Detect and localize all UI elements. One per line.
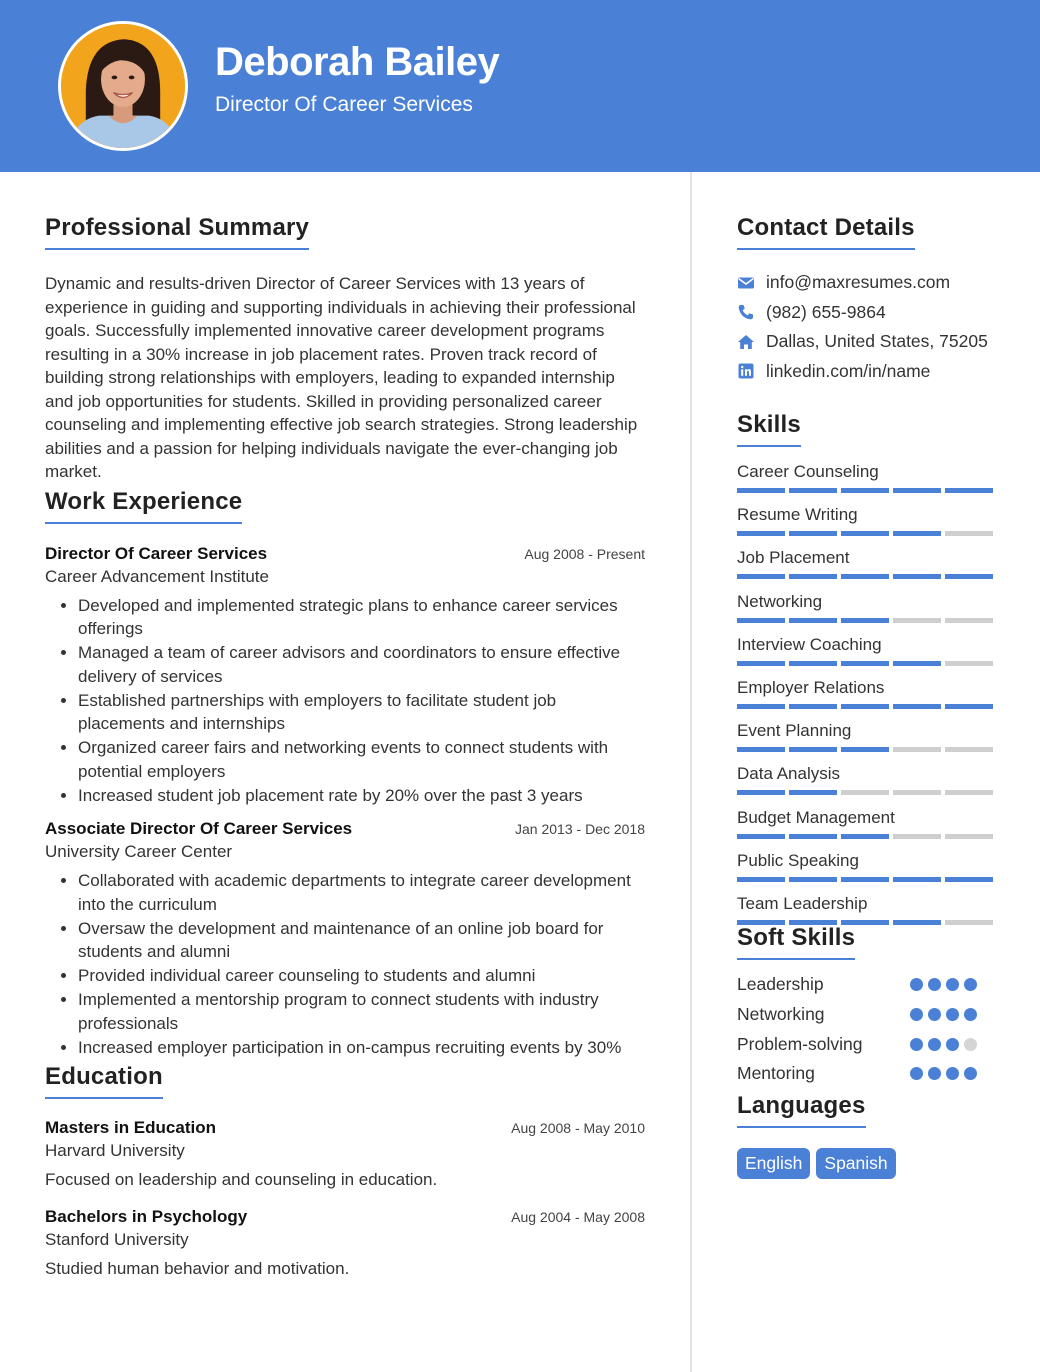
language-list (737, 1148, 997, 1179)
soft-skills-list (737, 970, 997, 1089)
skill-level-segment (841, 488, 889, 493)
skill-level-segment (737, 574, 785, 579)
profile-photo-illustration (61, 24, 185, 148)
soft-skill-rating (910, 1038, 977, 1051)
rating-dot (946, 1067, 959, 1080)
soft-skill-item (737, 1029, 997, 1059)
skills-heading: Skills (737, 411, 801, 447)
skill-level-segment (945, 920, 993, 925)
school: Stanford University (45, 1230, 189, 1249)
skill-level-segment (789, 834, 837, 839)
contact-email[interactable] (737, 268, 997, 298)
experience-heading: Work Experience (45, 488, 242, 524)
profile-photo (58, 21, 188, 151)
rating-dot (910, 1038, 923, 1051)
skill-item (737, 502, 997, 545)
skill-level-segment (945, 531, 993, 536)
skill-item (737, 589, 997, 632)
languages-heading: Languages (737, 1092, 866, 1128)
skill-level-segment (789, 661, 837, 666)
skill-level-segment (945, 618, 993, 623)
contact-heading: Contact Details (737, 214, 915, 250)
skill-level-segment (737, 704, 785, 709)
skill-level-segment (841, 574, 889, 579)
soft-skill-label: Problem-solving (737, 1033, 863, 1054)
skill-label: Career Counseling (737, 462, 879, 481)
education-heading: Education (45, 1063, 163, 1099)
languages-section (737, 1092, 997, 1179)
rating-dot (964, 1067, 977, 1080)
contact-location-text: Dallas, United States, 75205 (766, 331, 988, 352)
rating-dot (928, 1008, 941, 1021)
envelope-icon (737, 274, 755, 292)
rating-dot (946, 1038, 959, 1051)
skill-label: Networking (737, 591, 823, 611)
job-bullet: • Increased student job placement rate by 20% over the past 3 years (78, 784, 645, 808)
skill-level-segment (893, 747, 941, 752)
main-column (45, 214, 645, 1279)
school: Harvard University (45, 1141, 185, 1160)
education-dates: Aug 2008 - May 2010 (511, 1120, 645, 1136)
education-description: Studied human behavior and motivation. (45, 1259, 350, 1278)
skill-level-segment (737, 834, 785, 839)
soft-skills-heading: Soft Skills (737, 924, 855, 960)
skill-level-segment (945, 488, 993, 493)
skill-level-segment (841, 531, 889, 536)
skills-section (737, 411, 997, 934)
skill-level-bar (737, 877, 997, 882)
resume-header (0, 0, 1040, 172)
skill-level-segment (893, 920, 941, 925)
soft-skill-item (737, 970, 997, 1000)
degree: Masters in Education (45, 1118, 216, 1137)
skill-level-segment (789, 877, 837, 882)
experience-section (45, 488, 645, 1060)
skill-level-bar (737, 531, 997, 536)
skill-level-segment (945, 661, 993, 666)
skill-level-segment (841, 661, 889, 666)
job-dates: Jan 2013 - Dec 2018 (515, 821, 645, 837)
language-badge: English (737, 1148, 810, 1179)
skill-level-bar (737, 704, 997, 709)
skill-level-segment (945, 834, 993, 839)
education-description: Focused on leadership and counseling in education. (45, 1170, 438, 1189)
contact-location (737, 327, 997, 357)
skill-label: Employer Relations (737, 677, 885, 697)
soft-skill-item (737, 1000, 997, 1030)
skill-item (737, 848, 997, 891)
contact-phone[interactable] (737, 298, 997, 328)
column-divider (690, 172, 692, 1372)
skill-item (737, 761, 997, 804)
job-bullets (45, 869, 645, 1059)
job-entry (45, 544, 645, 808)
job-bullet: • Provided individual career counseling to students and alumni (78, 964, 645, 988)
skill-level-segment (893, 618, 941, 623)
skill-item (737, 545, 997, 588)
linkedin-icon (737, 362, 755, 380)
skill-item (737, 805, 997, 848)
contact-linkedin[interactable] (737, 357, 997, 387)
skill-level-segment (841, 790, 889, 795)
rating-dot (910, 1008, 923, 1021)
rating-dot (964, 1008, 977, 1021)
contact-email-text: info@maxresumes.com (766, 272, 951, 293)
skill-label: Resume Writing (737, 505, 858, 525)
skill-item (737, 718, 997, 761)
soft-skill-label: Mentoring (737, 1063, 815, 1084)
skill-level-segment (945, 747, 993, 752)
job-bullet: • Oversaw the development and maintenance of an online job board for students and alumni (78, 917, 645, 964)
skill-level-segment (789, 704, 837, 709)
skill-level-segment (945, 877, 993, 882)
rating-dot (928, 1067, 941, 1080)
skill-level-segment (893, 574, 941, 579)
skill-level-segment (945, 790, 993, 795)
job-entry (45, 819, 645, 1059)
skill-level-segment (789, 747, 837, 752)
skill-level-segment (893, 877, 941, 882)
job-bullet: • Established partnerships with employers to facilitate student job placements and internships (78, 689, 645, 736)
skill-level-segment (893, 488, 941, 493)
skill-level-segment (789, 488, 837, 493)
phone-icon (737, 303, 755, 321)
skill-level-segment (789, 790, 837, 795)
job-bullet: • Developed and implemented strategic plans to enhance career services offerings (78, 594, 645, 641)
home-icon (737, 333, 755, 351)
education-section (45, 1063, 645, 1279)
contact-section (737, 214, 997, 386)
skill-level-bar (737, 747, 997, 752)
skill-label: Public Speaking (737, 850, 859, 870)
job-dates: Aug 2008 - Present (524, 545, 645, 562)
skill-level-segment (789, 531, 837, 536)
job-bullet: • Implemented a mentorship program to connect students with industry professionals (78, 988, 645, 1035)
skill-label: Interview Coaching (737, 634, 882, 654)
skill-level-segment (737, 531, 785, 536)
contact-linkedin-text: linkedin.com/in/name (766, 360, 931, 381)
skill-label: Data Analysis (737, 764, 840, 784)
skills-list (737, 459, 997, 934)
rating-dot (910, 1067, 923, 1080)
job-bullet: • Increased employer participation in on-campus recruiting events by 30% (78, 1036, 645, 1060)
rating-dot (946, 1008, 959, 1021)
skill-level-segment (789, 574, 837, 579)
summary-section (45, 214, 645, 484)
skill-level-bar (737, 790, 997, 795)
skill-item (737, 675, 997, 718)
degree: Bachelors in Psychology (45, 1207, 248, 1226)
skill-level-segment (789, 618, 837, 623)
language-badge: Spanish (816, 1148, 895, 1179)
rating-dot (910, 978, 923, 991)
skill-level-segment (841, 877, 889, 882)
summary-heading: Professional Summary (45, 214, 309, 250)
skill-level-segment (893, 790, 941, 795)
soft-skill-item (737, 1059, 997, 1089)
skill-level-segment (841, 618, 889, 623)
rating-dot (964, 978, 977, 991)
soft-skills-section (737, 924, 997, 1089)
soft-skill-label: Networking (737, 1004, 825, 1025)
skill-level-segment (737, 618, 785, 623)
soft-skill-label: Leadership (737, 974, 824, 995)
skill-level-bar (737, 488, 997, 493)
skill-level-bar (737, 661, 997, 666)
education-entry (45, 1118, 645, 1190)
skill-item (737, 632, 997, 675)
skill-level-segment (841, 704, 889, 709)
candidate-name: Deborah Bailey (215, 40, 500, 84)
summary-text: Dynamic and results-driven Director of Career Services with 13 years of experience in guiding and supporting individuals in achieving their professional goals. Successfully implemented innovative career development programs resulting in a 30% increase in job placement rates. Proven track record of building strong relationships with employers, leading to expanded internship and job opportunities for students. Skilled in providing personalized career counseling and implementing effective job search strategies. Strong leadership abilities and a passion for helping individuals navigate the ever-changing job market. (45, 274, 638, 481)
skill-item (737, 459, 997, 502)
skill-level-segment (893, 531, 941, 536)
skill-level-bar (737, 574, 997, 579)
rating-dot (928, 1038, 941, 1051)
skill-level-segment (893, 704, 941, 709)
skill-level-bar (737, 834, 997, 839)
skill-level-segment (893, 834, 941, 839)
soft-skill-rating (910, 978, 977, 991)
skill-level-bar (737, 618, 997, 623)
job-bullet: • Organized career fairs and networking events to connect students with potential employers (78, 736, 645, 783)
rating-dot (928, 978, 941, 991)
job-organization: University Career Center (45, 842, 233, 861)
skill-level-segment (737, 747, 785, 752)
skill-label: Budget Management (737, 807, 895, 827)
contact-phone-text: (982) 655-9864 (766, 301, 886, 322)
job-title: Director Of Career Services (45, 543, 268, 563)
candidate-title: Director Of Career Services (215, 93, 473, 116)
job-organization: Career Advancement Institute (45, 566, 269, 586)
soft-skill-rating (910, 1067, 977, 1080)
education-dates: Aug 2004 - May 2008 (511, 1209, 645, 1225)
skill-level-segment (737, 877, 785, 882)
rating-dot (964, 1038, 977, 1051)
job-bullet: • Collaborated with academic departments to integrate career development into the curriculum (78, 869, 645, 916)
skill-level-segment (945, 704, 993, 709)
skill-level-segment (737, 488, 785, 493)
skill-level-segment (737, 661, 785, 666)
job-bullets (45, 594, 645, 808)
skill-level-segment (737, 790, 785, 795)
skill-level-segment (945, 574, 993, 579)
job-title: Associate Director Of Career Services (45, 819, 353, 838)
job-bullet: • Managed a team of career advisors and coordinators to ensure effective delivery of services (78, 641, 645, 688)
sidebar-column (737, 214, 997, 1179)
skill-label: Event Planning (737, 721, 852, 741)
skill-level-segment (841, 747, 889, 752)
skill-label: Job Placement (737, 548, 850, 568)
education-entry (45, 1207, 645, 1279)
skill-level-segment (893, 661, 941, 666)
rating-dot (946, 978, 959, 991)
soft-skill-rating (910, 1008, 977, 1021)
skill-label: Team Leadership (737, 893, 868, 913)
skill-level-segment (841, 834, 889, 839)
